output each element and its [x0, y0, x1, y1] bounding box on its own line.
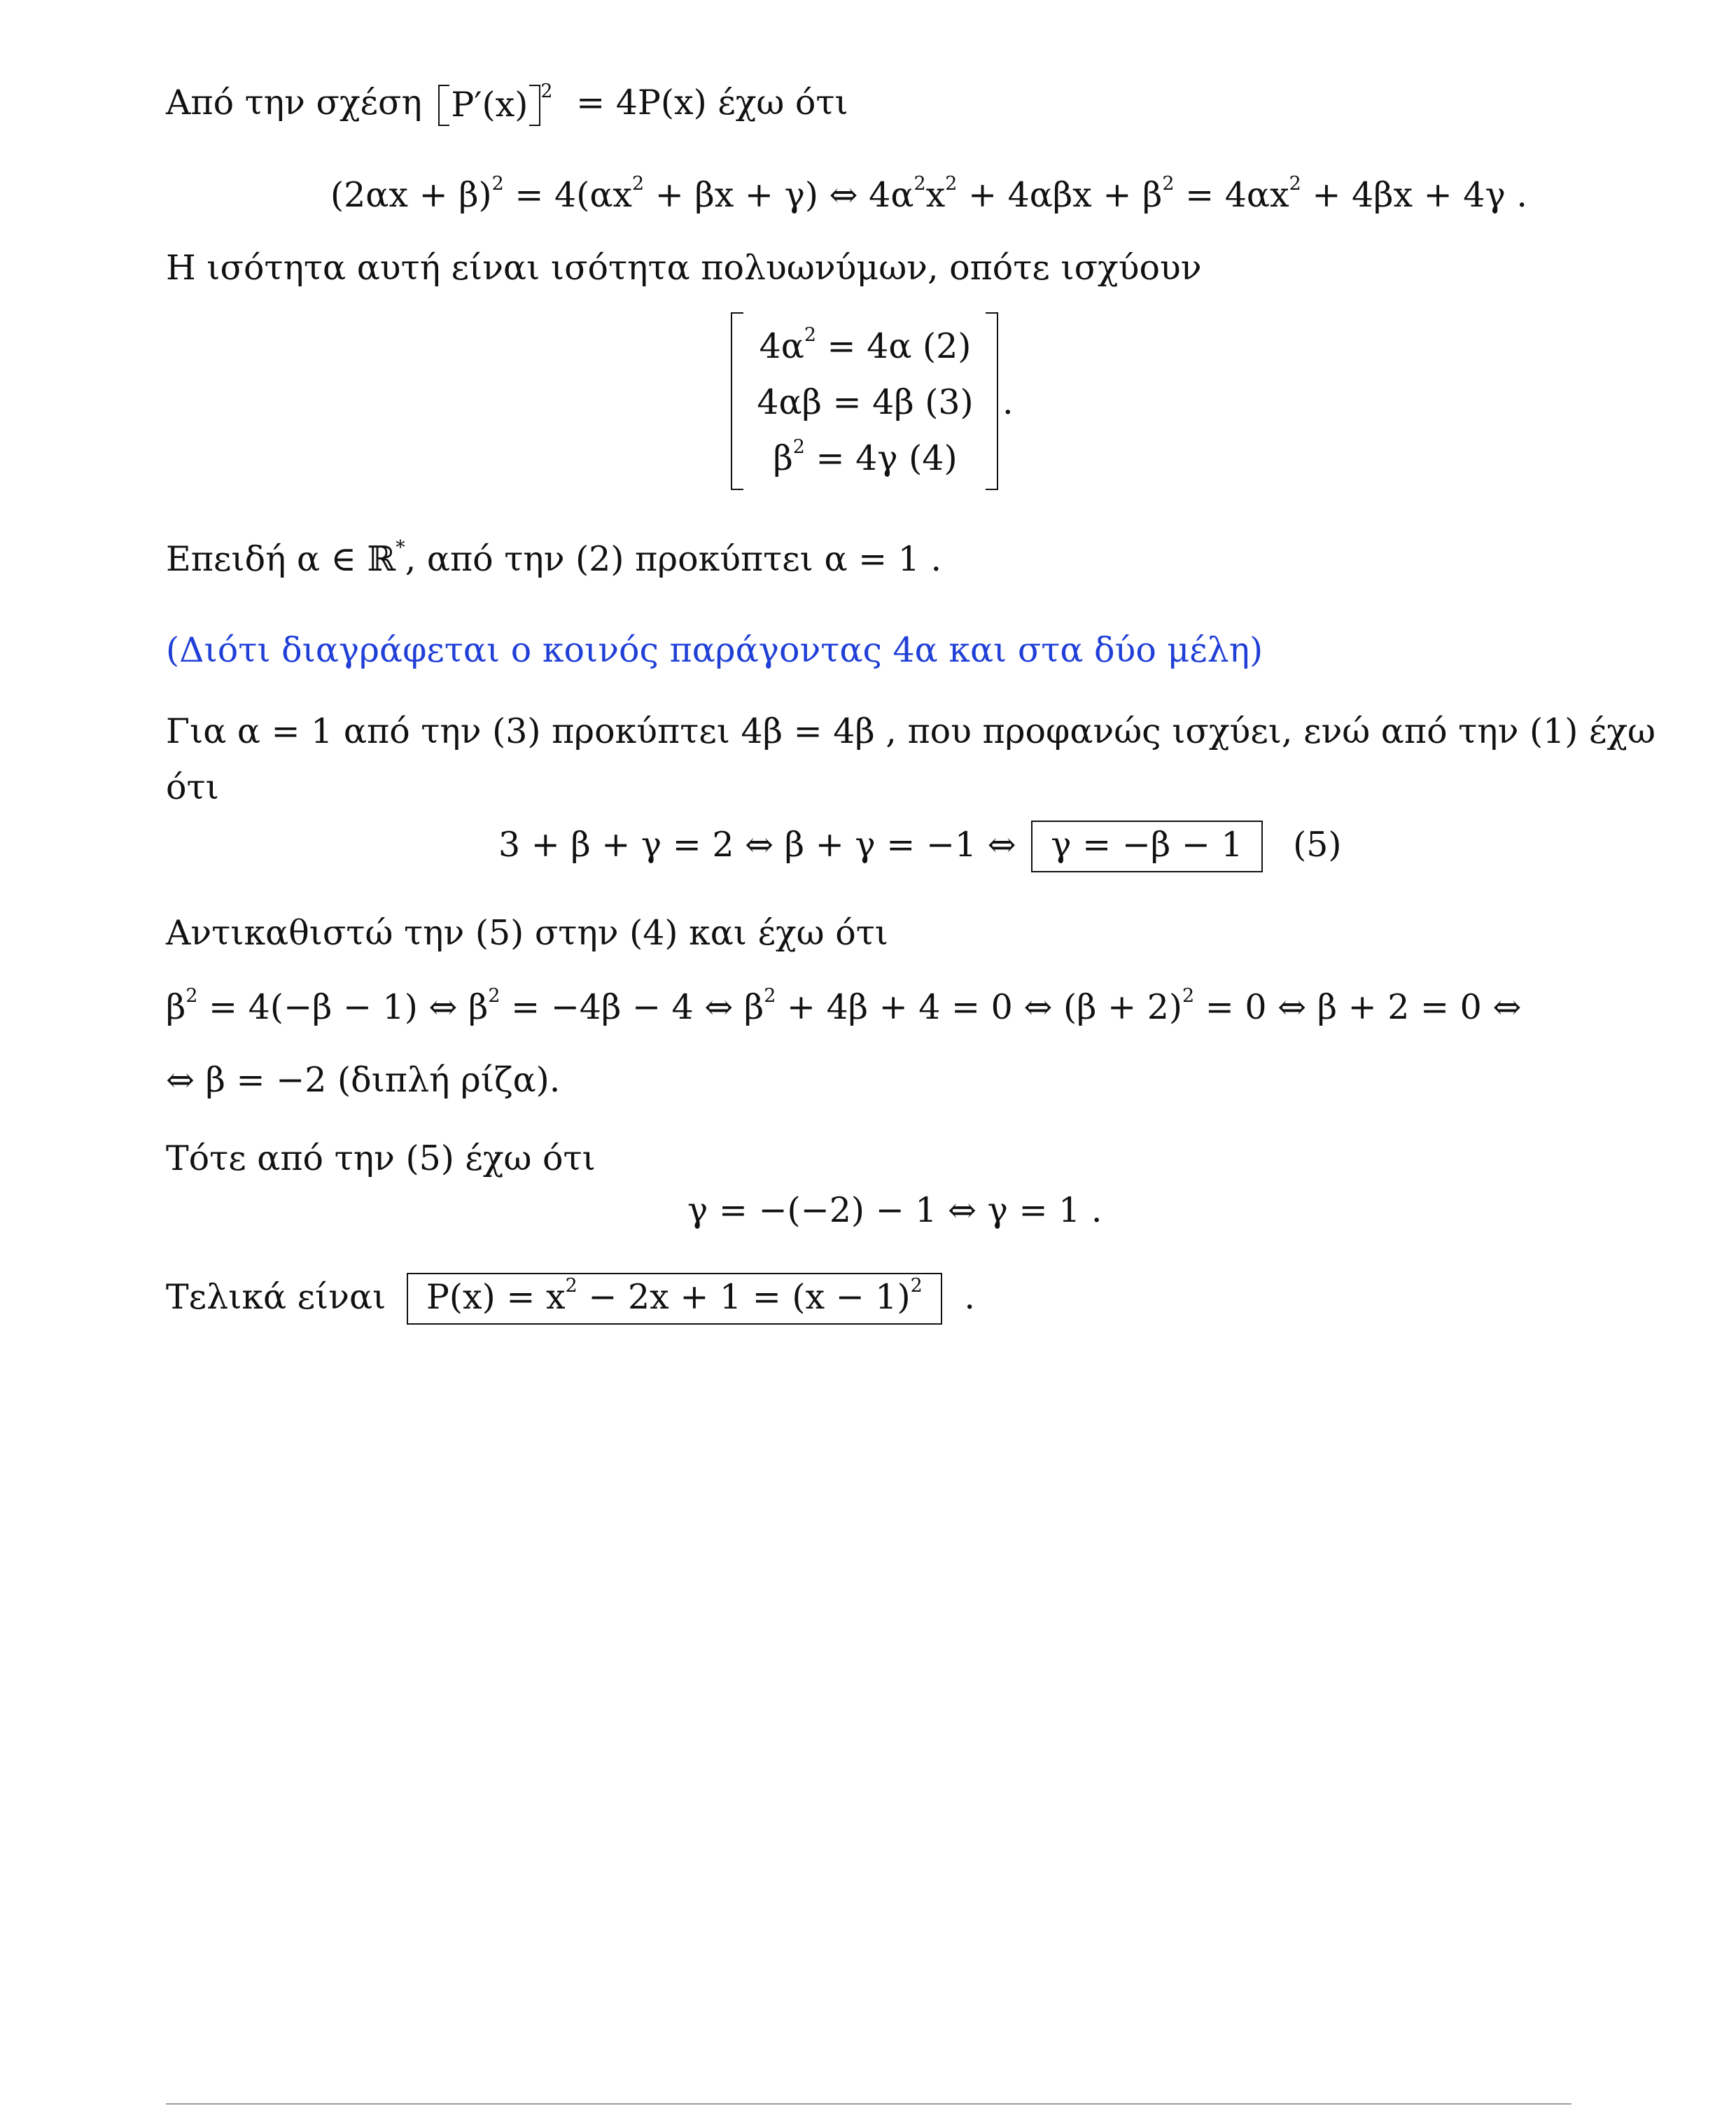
- equation-gamma: γ = −(−2) − 1 ⇔ γ = 1 .: [687, 1190, 1102, 1230]
- blue-note: (Διότι διαγράφεται ο κοινός παράγοντας 4α και στα δύο μέλη): [166, 630, 1264, 670]
- system-left-bracket: [731, 312, 743, 490]
- text-line: Τότε από την (5) έχω ότι: [166, 1138, 596, 1178]
- text-line: ότι: [166, 767, 219, 807]
- text-line: Η ισότητα αυτή είναι ισότητα πολυωνύμων, οπότε ισχύουν: [166, 248, 1202, 288]
- text: = 4P(x) έχω ότι: [576, 83, 848, 123]
- equation-expand: $(2\alpha x + \beta)^2 = 4(\alpha x^2 + \beta x + \gamma)$ ⇔ $4\alpha^2x^2 + 4\alpha\beta x + \beta^2 = 4\alpha x^2 + 4\beta x + 4\gamma$ .: [330, 172, 1527, 215]
- line-relation: Από την σχέση P′(x) $^2$ = 4P(x) έχω ότι: [166, 80, 848, 125]
- boxed-final-result: $P(x) = x^2 - 2x + 1 = (x - 1)^2$: [407, 1273, 942, 1325]
- text-line: Αντικαθιστώ την (5) στην (4) και έχω ότι: [166, 913, 889, 953]
- footer-rule: [166, 2103, 1572, 2105]
- system-period: .: [1002, 382, 1014, 422]
- text-line: Επειδή α ∈ ℝ*, από την (2) προκύπτει α = 1 .: [166, 536, 942, 579]
- text-line: ⇔ β = −2 (διπλή ρίζα).: [166, 1060, 561, 1100]
- system-eq-4: $\beta^2 = 4\gamma$ (4): [773, 435, 958, 478]
- text-line: Για α = 1 από την (3) προκύπτει 4β = 4β , που προφανώς ισχύει, ενώ από την (1) έχω: [166, 711, 1656, 751]
- boxed-result: γ = −β − 1: [1031, 821, 1262, 872]
- system-eq-3: 4αβ = 4β (3): [757, 382, 974, 422]
- text: Από την σχέση: [166, 83, 422, 123]
- bracket-expression: P′(x): [438, 85, 540, 126]
- equation-beta: $\beta^2 = 4(-\beta - 1)$ ⇔ $\beta^2 = -4\beta - 4$ ⇔ $\beta^2 + 4\beta + 4 = 0$ ⇔ $(\beta + 2)^2 = 0$ ⇔ β + 2 = 0 ⇔: [166, 984, 1522, 1027]
- system-right-bracket: [986, 312, 998, 490]
- equation-5: 3 + β + γ = 2 ⇔ β + γ = −1 ⇔ γ = −β − 1 (5): [498, 821, 1342, 872]
- final-line: Τελικά είναι $P(x) = x^2 - 2x + 1 = (x - 1)^2$ .: [166, 1273, 975, 1325]
- system-eq-2: $4\alpha^2 = 4\alpha$ (2): [759, 323, 972, 366]
